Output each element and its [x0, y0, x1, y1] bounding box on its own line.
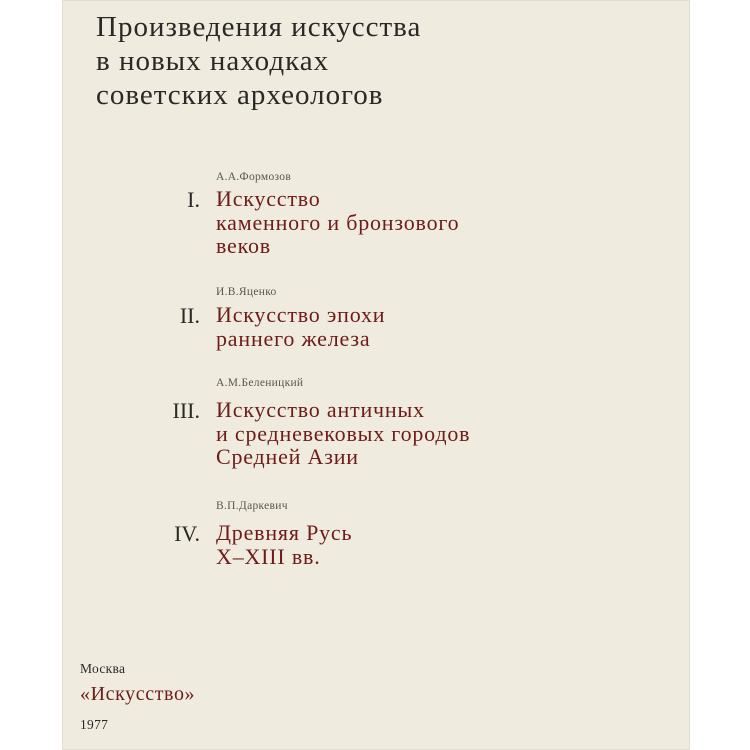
- section-title-line: Искусство античных: [216, 397, 425, 422]
- book-title-line: в новых находках: [96, 45, 330, 77]
- section-title-line: X–XIII вв.: [216, 543, 321, 569]
- section-title: [216, 521, 352, 568]
- section-title: [216, 187, 459, 258]
- section-title-line: Средней Азии: [216, 444, 359, 469]
- section-title-line: Искусство: [216, 186, 321, 211]
- publication-year: 1977: [80, 717, 109, 732]
- section-numeral: IV.: [174, 521, 200, 546]
- book-title-line: Произведения искусства: [96, 11, 422, 43]
- section-title-line: каменного и бронзового: [216, 209, 460, 235]
- section-title-line: веков: [216, 233, 271, 258]
- section-title-line: Искусство эпохи: [216, 302, 386, 327]
- book-page: [62, 0, 690, 750]
- section-author: В.П.Даркевич: [216, 500, 288, 512]
- section-title-line: раннего железа: [216, 325, 371, 351]
- section-numeral: I.: [187, 187, 200, 212]
- book-title-line: советских археологов: [96, 79, 384, 111]
- publisher-city: Москва: [80, 661, 126, 676]
- section-title: [216, 303, 385, 350]
- section-author: А.А.Формозов: [216, 171, 292, 183]
- section-title-line: Древняя Русь: [216, 520, 353, 545]
- section-author: А.М.Беленицкий: [216, 377, 304, 389]
- section-numeral: II.: [179, 303, 200, 328]
- section-title-line: и средневековых городов: [216, 420, 471, 446]
- publisher-name: «Искусство»: [80, 683, 196, 705]
- section-title: [216, 398, 470, 469]
- section-numeral: III.: [172, 398, 200, 423]
- book-title: [96, 10, 421, 112]
- section-author: И.В.Яценко: [216, 286, 277, 298]
